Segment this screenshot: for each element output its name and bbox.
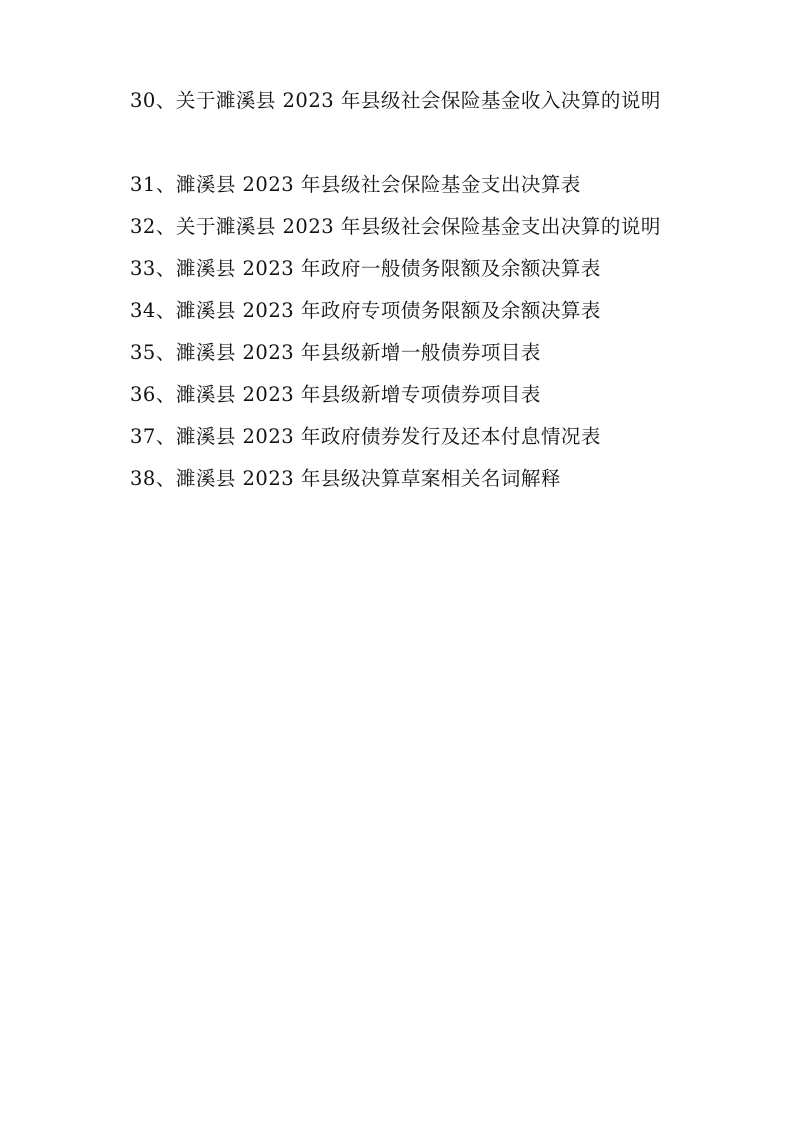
toc-item-35: 35、濉溪县 2023 年县级新增一般债券项目表 — [130, 341, 541, 364]
toc-item-30: 30、关于濉溪县 2023 年县级社会保险基金收入决算的说明 — [130, 89, 661, 112]
table-of-contents — [130, 80, 730, 500]
toc-item-38: 38、濉溪县 2023 年县级决算草案相关名词解释 — [130, 467, 561, 490]
toc-item-34: 34、濉溪县 2023 年政府专项债务限额及余额决算表 — [130, 299, 601, 322]
toc-item-37: 37、濉溪县 2023 年政府债券发行及还本付息情况表 — [130, 425, 601, 448]
toc-item-36: 36、濉溪县 2023 年县级新增专项债券项目表 — [130, 383, 541, 406]
toc-item-33: 33、濉溪县 2023 年政府一般债务限额及余额决算表 — [130, 257, 601, 280]
toc-item-32: 32、关于濉溪县 2023 年县级社会保险基金支出决算的说明 — [130, 215, 661, 238]
toc-item-31: 31、濉溪县 2023 年县级社会保险基金支出决算表 — [130, 173, 581, 196]
